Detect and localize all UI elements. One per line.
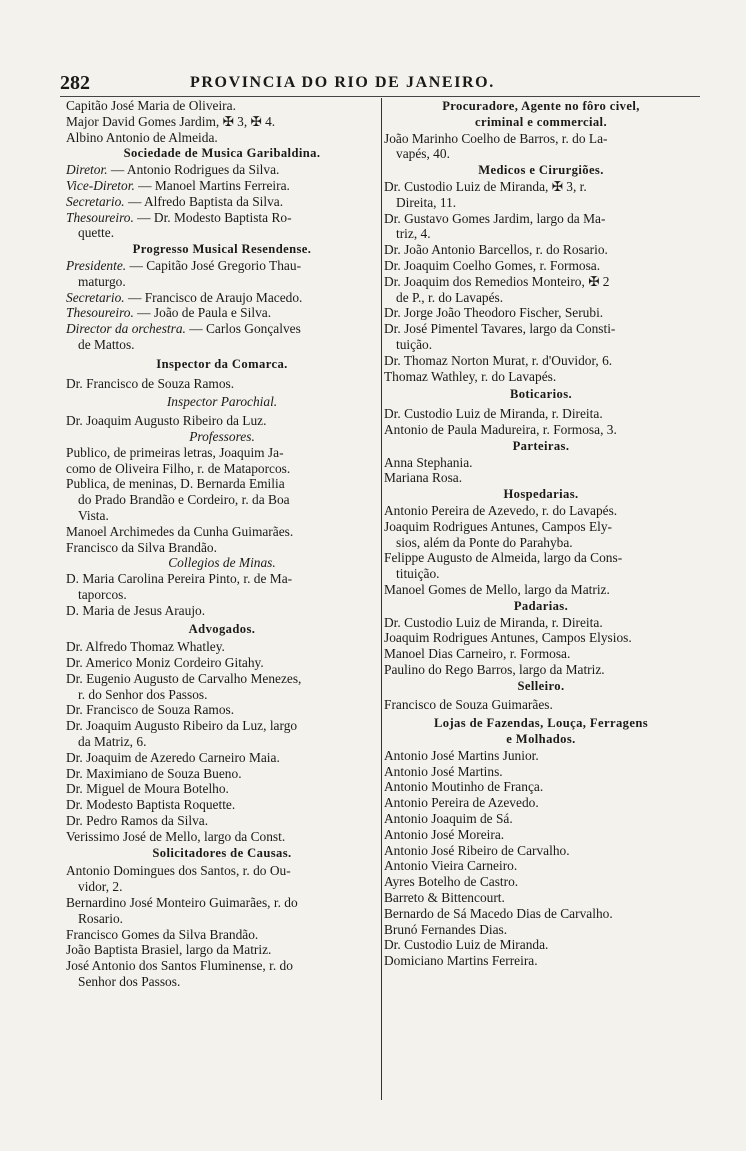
- entry: Mariana Rosa.: [384, 470, 463, 486]
- entry: Manoel Dias Carneiro, r. Formosa.: [384, 646, 571, 662]
- entry: Dr. Jorge João Theodoro Fischer, Serubi.: [384, 305, 604, 321]
- entry: Anna Stephania.: [384, 454, 473, 470]
- entry: Albino Antonio de Almeida.: [66, 129, 218, 145]
- entry: [66, 162, 378, 178]
- section-heading: Lojas de Fazendas, Louça, Ferragens: [433, 716, 649, 731]
- role-label: Diretor.: [66, 162, 108, 178]
- section-heading: Hospedarias.: [503, 487, 579, 502]
- role-label: Director da orchestra.: [66, 321, 186, 337]
- entry: Dr. Joaquim Coelho Gomes, r. Formosa.: [384, 257, 601, 273]
- role-label: Vice-Diretor.: [66, 177, 135, 193]
- entry: Francisco Gomes da Silva Brandão.: [66, 926, 259, 942]
- entry-continuation: quette.: [78, 225, 115, 241]
- entry: Dr. Americo Moniz Cordeiro Gitahy.: [66, 655, 264, 671]
- entry-continuation: Senhor dos Passos.: [78, 974, 181, 990]
- entry: [66, 210, 378, 226]
- entry: Antonio Domingues dos Santos, r. do Ou-: [66, 863, 291, 879]
- section-heading: Procuradore, Agente no fôro civel,: [442, 99, 640, 113]
- section-heading: Sociedade de Musica Garibaldina.: [123, 146, 321, 161]
- section-heading: Boticarios.: [509, 387, 573, 402]
- entry: João Marinho Coelho de Barros, r. do La-: [384, 130, 608, 146]
- header-rule: [60, 96, 700, 97]
- role-holder: — Manoel Martins Ferreira.: [134, 177, 290, 193]
- entry-continuation: tituição.: [396, 566, 440, 582]
- entry: Dr. Custodio Luiz de Miranda, r. Direita.: [384, 406, 603, 422]
- entry: Capitão José Maria de Oliveira.: [66, 98, 236, 113]
- entry: Dr. Gustavo Gomes Jardim, largo da Ma-: [384, 210, 606, 226]
- entry-continuation: como de Oliveira Filho, r. de Mataporcos.: [66, 460, 291, 476]
- section-heading: Collegios de Minas.: [168, 555, 276, 571]
- entry: Antonio José Martins.: [384, 763, 503, 779]
- entry: Barreto & Bittencourt.: [384, 890, 505, 906]
- entry: Dr. Alfredo Thomaz Whatley.: [66, 639, 225, 655]
- entry: [66, 178, 378, 194]
- entry: Antonio Joaquim de Sá.: [384, 811, 513, 827]
- role-label: Presidente.: [66, 257, 127, 273]
- role-holder: — Antonio Rodrigues da Silva.: [107, 162, 280, 178]
- section-heading: Solicitadores de Causas.: [152, 845, 292, 860]
- page-header: [60, 72, 700, 94]
- section-heading: criminal e commercial.: [474, 114, 607, 129]
- entry: [66, 258, 378, 274]
- entry-continuation: maturgo.: [78, 273, 126, 289]
- entry: Felippe Augusto de Almeida, largo da Cons-: [384, 550, 623, 566]
- entry: Publico, de primeiras letras, Joaquim Ja-: [66, 444, 284, 460]
- entry: Verissimo José de Mello, largo da Const.: [66, 828, 286, 844]
- entry: [66, 290, 378, 306]
- role-label: Secretario.: [66, 193, 125, 209]
- section-heading: Parteiras.: [512, 438, 570, 453]
- entry: Bernardo de Sá Macedo Dias de Carvalho.: [384, 905, 613, 921]
- role-holder: — Capitão José Gregorio Thau-: [126, 257, 302, 273]
- page-number: 282: [60, 72, 90, 94]
- section-heading: Progresso Musical Resendense.: [132, 242, 312, 257]
- entry: Antonio Pereira de Azevedo.: [384, 795, 539, 811]
- entry: Dr. Joaquim de Azeredo Carneiro Maia.: [66, 749, 280, 765]
- section-heading: Advogados.: [188, 621, 256, 636]
- entry: Publica, de meninas, D. Bernarda Emilia: [66, 476, 285, 492]
- entry: Dr. José Pimentel Tavares, largo da Consti-: [384, 321, 616, 337]
- entry-continuation: vapés, 40.: [396, 146, 450, 162]
- entry: Brunó Fernandes Dias.: [384, 921, 508, 937]
- entry: Dr. Joaquim dos Remedios Monteiro, ✠ 2: [384, 273, 610, 289]
- role-holder: — João de Paula e Silva.: [133, 305, 272, 321]
- entry: Dr. Custodio Luiz de Miranda, ✠ 3, r.: [384, 178, 587, 194]
- role-holder: — Alfredo Baptista da Silva.: [124, 193, 284, 209]
- entry: Dr. Modesto Baptista Roquette.: [66, 797, 236, 813]
- entry: Joaquim Rodrigues Antunes, Campos Ely-: [384, 518, 612, 534]
- entry: Antonio José Moreira.: [384, 826, 505, 842]
- entry: Ayres Botelho de Castro.: [384, 874, 519, 890]
- role-label: Secretario.: [66, 289, 125, 305]
- entry: Francisco da Silva Brandão.: [66, 539, 217, 555]
- entry: Dr. Maximiano de Souza Bueno.: [66, 765, 242, 781]
- entry: José Antonio dos Santos Fluminense, r. do: [66, 958, 293, 974]
- entry-continuation: Vista.: [78, 507, 109, 523]
- entry-continuation: taporcos.: [78, 586, 127, 602]
- entry-continuation: sios, além da Ponte do Parahyba.: [396, 534, 573, 550]
- section-heading: Professores.: [189, 428, 255, 444]
- entry: Dr. Miguel de Moura Botelho.: [66, 781, 229, 797]
- entry: Dr. Eugenio Augusto de Carvalho Menezes,: [66, 670, 302, 686]
- entry: Domiciano Martins Ferreira.: [384, 953, 538, 969]
- entry: Antonio José Ribeiro de Carvalho.: [384, 842, 570, 858]
- left-column: [66, 98, 378, 990]
- section-heading: e Molhados.: [506, 732, 576, 747]
- role-holder: — Dr. Modesto Baptista Ro-: [133, 209, 292, 225]
- entry: Dr. João Antonio Barcellos, r. do Rosario.: [384, 242, 608, 258]
- entry: Dr. Custodio Luiz de Miranda.: [384, 937, 549, 953]
- page-title: PROVINCIA DO RIO DE JANEIRO.: [190, 74, 495, 91]
- section-heading: Selleiro.: [517, 678, 565, 693]
- entry: Major David Gomes Jardim, ✠ 3, ✠ 4.: [66, 113, 276, 129]
- entry: Antonio de Paula Madureira, r. Formosa, 3.: [384, 421, 617, 437]
- role-holder: — Carlos Gonçalves: [185, 321, 301, 337]
- entry: Antonio Moutinho de França.: [384, 779, 544, 795]
- entry: [66, 321, 378, 337]
- entry: Antonio Vieira Carneiro.: [384, 858, 518, 874]
- entry: [66, 194, 378, 210]
- entry: Thomaz Wathley, r. do Lavapés.: [384, 368, 557, 384]
- section-heading: Medicos e Cirurgiões.: [478, 163, 604, 178]
- entry-continuation: r. do Senhor dos Passos.: [78, 686, 208, 702]
- entry: Dr. Francisco de Souza Ramos.: [66, 702, 235, 718]
- entry-continuation: do Prado Brandão e Cordeiro, r. da Boa: [78, 492, 290, 508]
- entry: Paulino do Rego Barros, largo da Matriz.: [384, 661, 605, 677]
- section-heading: Inspector Parochial.: [166, 394, 278, 410]
- entry-continuation: de Mattos.: [78, 336, 135, 352]
- entry: Manoel Archimedes da Cunha Guimarães.: [66, 523, 294, 539]
- entry-continuation: tuição.: [396, 336, 433, 352]
- entry: Manoel Gomes de Mello, largo da Matriz.: [384, 581, 610, 597]
- entry: Antonio Pereira de Azevedo, r. do Lavapés.: [384, 502, 618, 518]
- entry-continuation: Rosario.: [78, 910, 124, 926]
- entry: D. Maria Carolina Pereira Pinto, r. de Ma-: [66, 571, 293, 587]
- entry: Dr. Joaquim Augusto Ribeiro da Luz, largo: [66, 718, 298, 734]
- role-holder: — Francisco de Araujo Macedo.: [124, 289, 303, 305]
- entry-continuation: Direita, 11.: [396, 194, 457, 210]
- entry: Dr. Joaquim Augusto Ribeiro da Luz.: [66, 413, 267, 429]
- entry: Dr. Francisco de Souza Ramos.: [66, 375, 235, 391]
- entry-continuation: vidor, 2.: [78, 879, 123, 895]
- entry: João Baptista Brasiel, largo da Matriz.: [66, 942, 272, 958]
- entry: Francisco de Souza Guimarães.: [384, 697, 553, 713]
- entry-continuation: de P., r. do Lavapés.: [396, 289, 504, 305]
- entry: Bernardino José Monteiro Guimarães, r. do: [66, 895, 298, 911]
- entry: [66, 305, 378, 321]
- entry: Dr. Thomaz Norton Murat, r. d'Ouvidor, 6.: [384, 352, 613, 368]
- entry-continuation: da Matriz, 6.: [78, 734, 147, 750]
- entry: Antonio José Martins Junior.: [384, 747, 539, 763]
- column-divider: [381, 98, 382, 1100]
- entry-continuation: triz, 4.: [396, 226, 431, 242]
- section-heading: Padarias.: [513, 598, 569, 613]
- role-label: Thesoureiro.: [66, 305, 134, 321]
- role-label: Thesoureiro.: [66, 209, 134, 225]
- section-heading: Inspector da Comarca.: [156, 356, 288, 371]
- entry: Joaquim Rodrigues Antunes, Campos Elysios.: [384, 630, 632, 646]
- entry: Dr. Pedro Ramos da Silva.: [66, 813, 209, 829]
- entry: D. Maria de Jesus Araujo.: [66, 602, 206, 618]
- entry: Dr. Custodio Luiz de Miranda, r. Direita.: [384, 614, 603, 630]
- right-column: [384, 98, 698, 969]
